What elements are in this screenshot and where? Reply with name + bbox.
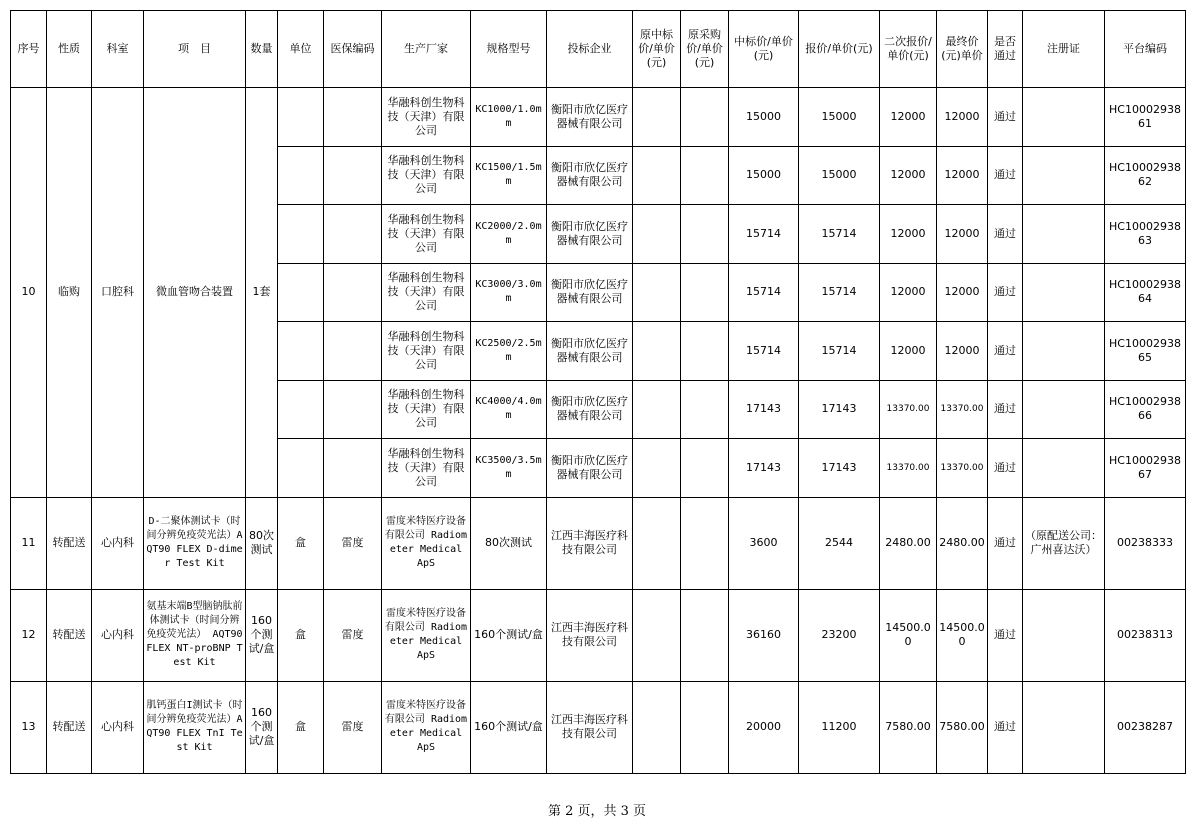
cell-maker: 华融科创生物科技（天津）有限公司 xyxy=(382,205,471,264)
cell-pass: 通过 xyxy=(988,88,1023,147)
header-row xyxy=(11,11,1186,88)
cell-insurance xyxy=(324,205,382,264)
cell-insurance xyxy=(324,439,382,498)
cell-reg xyxy=(1023,322,1105,381)
cell-orig-bid xyxy=(633,88,681,147)
cell-qty: 80次测试 xyxy=(246,497,278,589)
cell-orig-purchase xyxy=(681,497,729,589)
cell-orig-purchase xyxy=(681,146,729,205)
cell-code: 00238287 xyxy=(1105,681,1186,773)
cell-spec: 160个测试/盒 xyxy=(471,589,547,681)
page-footer: 第 2 页，共 3 页 xyxy=(547,804,647,819)
cell-bidder: 江西丰海医疗科技有限公司 xyxy=(547,681,633,773)
cell-item: D-二聚体测试卡（时间分辨免疫荧光法）AQT90 FLEX D-dimer Test Kit xyxy=(144,497,246,589)
cell-final: 2480.00 xyxy=(937,497,988,589)
cell-reg xyxy=(1023,439,1105,498)
cell-quote: 11200 xyxy=(799,681,880,773)
cell-orig-bid xyxy=(633,589,681,681)
cell-second: 7580.00 xyxy=(880,681,937,773)
cell-final: 14500.00 xyxy=(937,589,988,681)
cell-bid: 17143 xyxy=(729,439,799,498)
cell-reg xyxy=(1023,380,1105,439)
cell-maker: 华融科创生物科技（天津）有限公司 xyxy=(382,380,471,439)
cell-unit xyxy=(278,146,324,205)
header-cell: 中标价/单价(元) xyxy=(729,11,799,88)
cell-final: 12000 xyxy=(937,146,988,205)
cell-nature: 转配送 xyxy=(47,589,92,681)
cell-second: 12000 xyxy=(880,322,937,381)
cell-no: 11 xyxy=(11,497,47,589)
header-cell: 报价/单价(元) xyxy=(799,11,880,88)
cell-spec: 80次测试 xyxy=(471,497,547,589)
cell-bid: 17143 xyxy=(729,380,799,439)
cell-insurance: 雷度 xyxy=(324,497,382,589)
header-cell: 生产厂家 xyxy=(382,11,471,88)
cell-final: 12000 xyxy=(937,88,988,147)
cell-code: HC1000293867 xyxy=(1105,439,1186,498)
cell-code: HC1000293862 xyxy=(1105,146,1186,205)
cell-unit: 盒 xyxy=(278,497,324,589)
cell-dept: 口腔科 xyxy=(92,88,144,498)
cell-dept: 心内科 xyxy=(92,589,144,681)
cell-code: 00238333 xyxy=(1105,497,1186,589)
cell-pass: 通过 xyxy=(988,263,1023,322)
cell-second: 14500.00 xyxy=(880,589,937,681)
cell-nature: 转配送 xyxy=(47,681,92,773)
table-row xyxy=(11,497,1186,589)
cell-quote: 2544 xyxy=(799,497,880,589)
cell-orig-bid xyxy=(633,146,681,205)
cell-bid: 3600 xyxy=(729,497,799,589)
cell-unit: 盒 xyxy=(278,589,324,681)
cell-orig-bid xyxy=(633,205,681,264)
cell-final: 13370.00 xyxy=(937,439,988,498)
table-row xyxy=(11,589,1186,681)
cell-bidder: 衡阳市欣亿医疗器械有限公司 xyxy=(547,88,633,147)
cell-maker: 华融科创生物科技（天津）有限公司 xyxy=(382,88,471,147)
cell-unit xyxy=(278,439,324,498)
cell-unit xyxy=(278,380,324,439)
cell-pass: 通过 xyxy=(988,322,1023,381)
header-cell: 平台编码 xyxy=(1105,11,1186,88)
cell-orig-bid xyxy=(633,380,681,439)
cell-reg xyxy=(1023,88,1105,147)
cell-maker: 雷度米特医疗设备有限公司 Radiometer Medical ApS xyxy=(382,589,471,681)
cell-bidder: 衡阳市欣亿医疗器械有限公司 xyxy=(547,380,633,439)
cell-code: HC1000293861 xyxy=(1105,88,1186,147)
cell-bid: 20000 xyxy=(729,681,799,773)
cell-final: 7580.00 xyxy=(937,681,988,773)
table-row xyxy=(11,88,1186,147)
cell-maker: 华融科创生物科技（天津）有限公司 xyxy=(382,146,471,205)
cell-quote: 15000 xyxy=(799,146,880,205)
cell-bid: 15000 xyxy=(729,88,799,147)
cell-item: 氨基末端B型脑钠肽前体测试卡（时间分辨免疫荧光法） AQT90 FLEX NT-proBNP Test Kit xyxy=(144,589,246,681)
header-cell: 性质 xyxy=(47,11,92,88)
cell-orig-purchase xyxy=(681,589,729,681)
cell-maker: 雷度米特医疗设备有限公司 Radiometer Medical ApS xyxy=(382,497,471,589)
cell-bidder: 衡阳市欣亿医疗器械有限公司 xyxy=(547,263,633,322)
header-cell: 数量 xyxy=(246,11,278,88)
cell-insurance: 雷度 xyxy=(324,681,382,773)
cell-orig-purchase xyxy=(681,263,729,322)
cell-pass: 通过 xyxy=(988,146,1023,205)
cell-maker: 华融科创生物科技（天津）有限公司 xyxy=(382,439,471,498)
cell-insurance xyxy=(324,146,382,205)
cell-pass: 通过 xyxy=(988,380,1023,439)
cell-final: 12000 xyxy=(937,322,988,381)
cell-final: 12000 xyxy=(937,205,988,264)
cell-bid: 36160 xyxy=(729,589,799,681)
header-cell: 原中标价/单价(元) xyxy=(633,11,681,88)
cell-insurance xyxy=(324,322,382,381)
cell-orig-purchase xyxy=(681,322,729,381)
cell-bid: 15714 xyxy=(729,205,799,264)
cell-unit: 盒 xyxy=(278,681,324,773)
cell-pass: 通过 xyxy=(988,497,1023,589)
header-cell: 投标企业 xyxy=(547,11,633,88)
cell-orig-bid xyxy=(633,497,681,589)
cell-insurance xyxy=(324,88,382,147)
cell-code: HC1000293866 xyxy=(1105,380,1186,439)
cell-code: 00238313 xyxy=(1105,589,1186,681)
cell-second: 12000 xyxy=(880,205,937,264)
cell-reg xyxy=(1023,263,1105,322)
cell-orig-purchase xyxy=(681,88,729,147)
cell-qty: 160个测试/盒 xyxy=(246,589,278,681)
header-cell: 原采购价/单价(元) xyxy=(681,11,729,88)
header-cell: 项 目 xyxy=(144,11,246,88)
cell-pass: 通过 xyxy=(988,681,1023,773)
header-cell: 注册证 xyxy=(1023,11,1105,88)
cell-quote: 23200 xyxy=(799,589,880,681)
cell-orig-bid xyxy=(633,439,681,498)
cell-orig-purchase xyxy=(681,681,729,773)
cell-second: 13370.00 xyxy=(880,380,937,439)
cell-orig-bid xyxy=(633,322,681,381)
cell-final: 12000 xyxy=(937,263,988,322)
cell-bid: 15000 xyxy=(729,146,799,205)
header-cell: 科室 xyxy=(92,11,144,88)
cell-spec: KC2500/2.5mm xyxy=(471,322,547,381)
cell-unit xyxy=(278,205,324,264)
cell-item: 微血管吻合装置 xyxy=(144,88,246,498)
cell-second: 12000 xyxy=(880,146,937,205)
cell-spec: KC1000/1.0mm xyxy=(471,88,547,147)
header-cell: 是否通过 xyxy=(988,11,1023,88)
cell-reg xyxy=(1023,205,1105,264)
cell-quote: 17143 xyxy=(799,380,880,439)
cell-unit xyxy=(278,263,324,322)
cell-bidder: 江西丰海医疗科技有限公司 xyxy=(547,589,633,681)
cell-code: HC1000293863 xyxy=(1105,205,1186,264)
cell-orig-purchase xyxy=(681,439,729,498)
cell-second: 12000 xyxy=(880,263,937,322)
cell-reg xyxy=(1023,146,1105,205)
cell-item: 肌钙蛋白I测试卡（时间分辨免疫荧光法）AQT90 FLEX TnI Test Kit xyxy=(144,681,246,773)
cell-quote: 15714 xyxy=(799,322,880,381)
header-cell: 医保编码 xyxy=(324,11,382,88)
cell-reg: （原配送公司：广州喜达沃） xyxy=(1023,497,1105,589)
cell-second: 12000 xyxy=(880,88,937,147)
cell-orig-purchase xyxy=(681,380,729,439)
cell-quote: 17143 xyxy=(799,439,880,498)
cell-no: 10 xyxy=(11,88,47,498)
cell-bidder: 衡阳市欣亿医疗器械有限公司 xyxy=(547,439,633,498)
cell-quote: 15714 xyxy=(799,263,880,322)
cell-maker: 华融科创生物科技（天津）有限公司 xyxy=(382,263,471,322)
cell-qty: 1套 xyxy=(246,88,278,498)
cell-qty: 160个测试/盒 xyxy=(246,681,278,773)
cell-spec: KC1500/1.5mm xyxy=(471,146,547,205)
cell-orig-purchase xyxy=(681,205,729,264)
cell-spec: KC4000/4.0mm xyxy=(471,380,547,439)
cell-maker: 华融科创生物科技（天津）有限公司 xyxy=(382,322,471,381)
cell-bid: 15714 xyxy=(729,263,799,322)
cell-unit xyxy=(278,322,324,381)
cell-reg xyxy=(1023,589,1105,681)
cell-insurance xyxy=(324,380,382,439)
cell-spec: KC2000/2.0mm xyxy=(471,205,547,264)
cell-second: 13370.00 xyxy=(880,439,937,498)
cell-spec: KC3500/3.5mm xyxy=(471,439,547,498)
cell-orig-bid xyxy=(633,681,681,773)
cell-pass: 通过 xyxy=(988,205,1023,264)
cell-dept: 心内科 xyxy=(92,497,144,589)
cell-pass: 通过 xyxy=(988,589,1023,681)
cell-spec: 160个测试/盒 xyxy=(471,681,547,773)
cell-bidder: 衡阳市欣亿医疗器械有限公司 xyxy=(547,205,633,264)
cell-bidder: 衡阳市欣亿医疗器械有限公司 xyxy=(547,322,633,381)
header-cell: 二次报价/单价(元) xyxy=(880,11,937,88)
cell-bidder: 衡阳市欣亿医疗器械有限公司 xyxy=(547,146,633,205)
cell-code: HC1000293864 xyxy=(1105,263,1186,322)
cell-quote: 15000 xyxy=(799,88,880,147)
header-cell: 序号 xyxy=(11,11,47,88)
bid-results-table xyxy=(10,10,1186,774)
header-cell: 单位 xyxy=(278,11,324,88)
table-row xyxy=(11,681,1186,773)
cell-code: HC1000293865 xyxy=(1105,322,1186,381)
cell-unit xyxy=(278,88,324,147)
header-cell: 最终价(元)单价 xyxy=(937,11,988,88)
cell-insurance xyxy=(324,263,382,322)
cell-bid: 15714 xyxy=(729,322,799,381)
cell-pass: 通过 xyxy=(988,439,1023,498)
cell-maker: 雷度米特医疗设备有限公司 Radiometer Medical ApS xyxy=(382,681,471,773)
cell-quote: 15714 xyxy=(799,205,880,264)
cell-nature: 转配送 xyxy=(47,497,92,589)
cell-insurance: 雷度 xyxy=(324,589,382,681)
cell-orig-bid xyxy=(633,263,681,322)
cell-bidder: 江西丰海医疗科技有限公司 xyxy=(547,497,633,589)
cell-no: 12 xyxy=(11,589,47,681)
cell-no: 13 xyxy=(11,681,47,773)
cell-final: 13370.00 xyxy=(937,380,988,439)
cell-reg xyxy=(1023,681,1105,773)
header-cell: 规格型号 xyxy=(471,11,547,88)
cell-nature: 临购 xyxy=(47,88,92,498)
cell-dept: 心内科 xyxy=(92,681,144,773)
cell-spec: KC3000/3.0mm xyxy=(471,263,547,322)
cell-second: 2480.00 xyxy=(880,497,937,589)
